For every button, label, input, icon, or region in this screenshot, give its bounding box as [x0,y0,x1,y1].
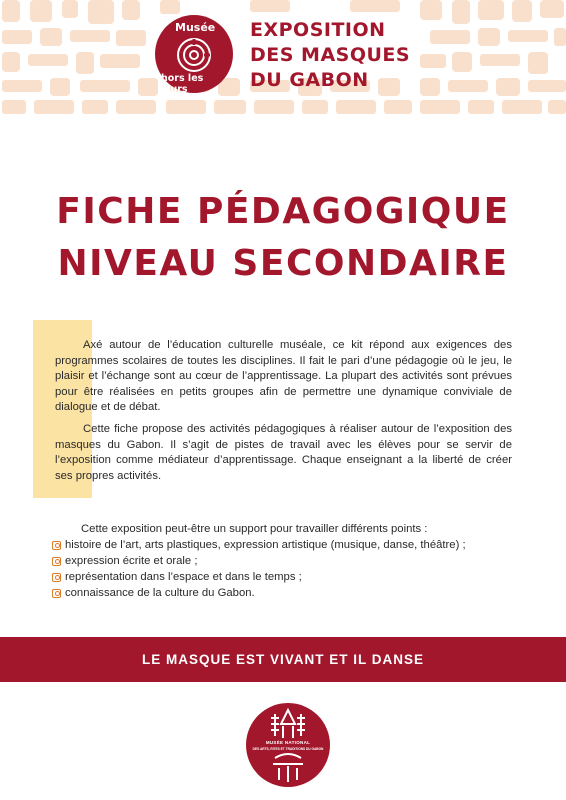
square-spiral-icon [52,589,61,598]
page-title-line: FICHE PÉDAGOGIQUE [56,191,510,232]
list-item [52,585,532,601]
exhibition-title-line: EXPOSITION [250,19,386,41]
page-title-line: NIVEAU SECONDAIRE [57,243,509,284]
square-spiral-icon [52,573,61,582]
logo-text-hors-les-murs: hors les Murs [161,73,204,95]
logo-text-musee: Musée [175,21,216,34]
slogan-text: LE MASQUE EST VIVANT ET IL DANSE [141,652,425,667]
list-item-text: connaissance de la culture du Gabon. [65,587,255,599]
list-item [52,569,532,585]
intro-paragraph: Cette fiche propose des activités pédagogiques à réaliser autour de l’exposition des masques du Gabon. Il s’agit de pistes de travail avec les élèves pour se servir de l’exposition comme médiateur d’apprentissage. Chaque enseignant a la liberté de créer ses propres activités. [55,423,512,482]
list-item-text: représentation dans l’espace et dans le temps ; [65,571,302,583]
points-intro: Cette exposition peut-être un support pour travailler différents points : [81,523,428,535]
square-spiral-icon [52,557,61,566]
exhibition-title [250,18,550,93]
musee-hors-les-murs-logo [155,15,233,93]
list-item [52,537,532,553]
exhibition-title-line: DES MASQUES [250,44,411,66]
museum-emblem-icon [245,702,331,788]
exhibition-title-line: DU GABON [250,69,369,91]
slogan-banner [0,637,566,682]
learning-points [52,521,532,601]
page-title [0,186,566,290]
intro-paragraph: Axé autour de l’éducation culturelle muséale, ce kit répond aux exigences des programmes scolaires de toutes les disciplines. Il fait le pari d’une pédagogie où le jeu, le plaisir et l’échange sont au cœur de l’apprentissage. La plupart des activités sont prévues pour être réalisées en petits groupes afin de permettre une dynamique conviviale de dialogue et de débat. [55,339,512,414]
list-item [52,553,532,569]
footer-logo-line1: MUSÉE NATIONAL [265,740,311,745]
footer-logo-line2: DES ARTS, RITES ET TRADITIONS DU GABON [252,747,324,751]
list-item-text: histoire de l’art, arts plastiques, expression artistique (musique, danse, théâtre) ; [65,539,466,551]
list-item-text: expression écrite et orale ; [65,555,198,567]
musee-national-logo [245,702,331,788]
square-spiral-icon [52,541,61,550]
